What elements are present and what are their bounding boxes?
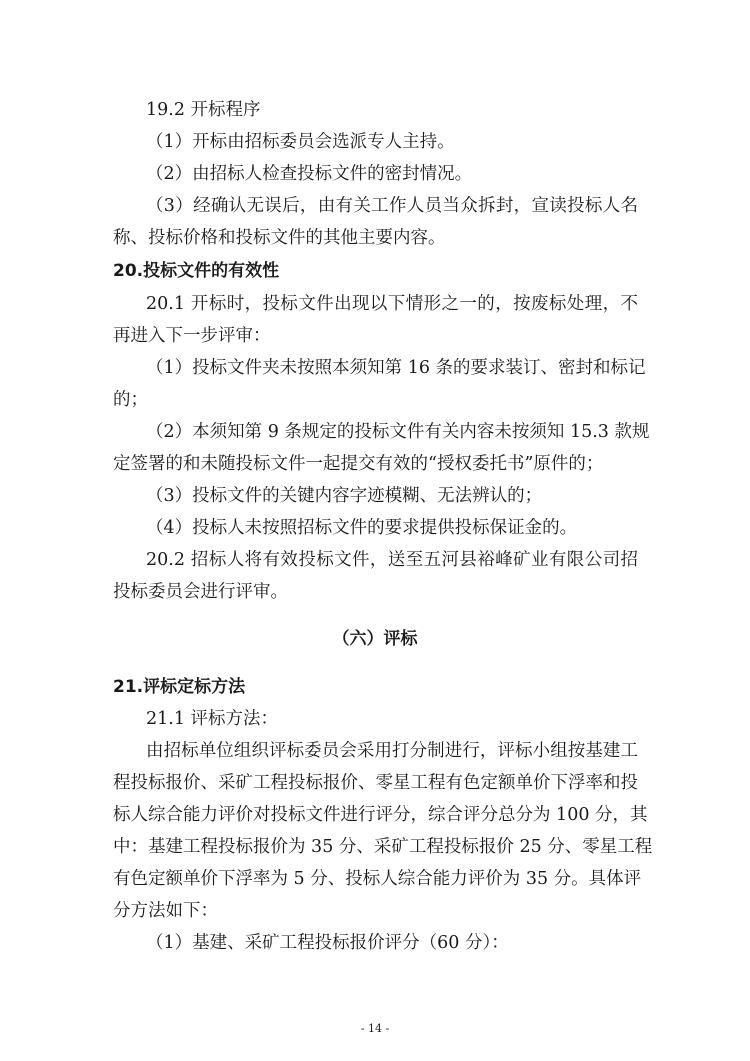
paragraph-line: （1）投标文件夹未按照本须知第 16 条的要求装订、密封和标记 — [146, 358, 646, 378]
paragraph-line: （1）基建、采矿工程投标报价评分（60 分）： — [146, 933, 509, 953]
paragraph-line: 再进入下一步评审： — [113, 326, 271, 346]
paragraph-line: 程投标报价、采矿工程投标报价、零星工程有色定额单价下浮率和投 — [113, 773, 638, 793]
page-number: - 14 - — [360, 1022, 390, 1035]
paragraph-line: 标人综合能力评价对投标文件进行评分，综合评分总分为 100 分，其 — [113, 805, 648, 825]
paragraph-line: （2）由招标人检查投标文件的密封情况。 — [146, 164, 473, 184]
paragraph-line: 20.1 开标时，投标文件出现以下情形之一的，按废标处理，不 — [146, 294, 638, 314]
paragraph-line: （3）投标文件的关键内容字迹模糊、无法辨认的； — [146, 486, 543, 506]
paragraph-line: 投标委员会进行评审。 — [113, 582, 288, 602]
paragraph-line: 有色定额单价下浮率为 5 分、投标人综合能力评价为 35 分。具体评 — [113, 869, 642, 889]
chapter-six-title: （六）评标 — [332, 629, 418, 649]
paragraph-line: （4）投标人未按照招标文件的要求提供投标保证金的。 — [146, 518, 578, 538]
paragraph-line: 分方法如下： — [113, 901, 218, 921]
paragraph-line: （1）开标由招标委员会选派专人主持。 — [146, 132, 455, 152]
paragraph-line: （2）本须知第 9 条规定的投标文件有关内容未按须知 15.3 款规 — [146, 422, 650, 442]
section-19-2-heading: 19.2 开标程序 — [146, 100, 261, 120]
section-21-heading: 21.评标定标方法 — [113, 677, 246, 697]
paragraph-line: 定签署的和未随投标文件一起提交有效的“授权委托书”原件的； — [113, 454, 604, 474]
paragraph-line: 中：基建工程投标报价为 35 分、采矿工程投标报价 25 分、零星工程 — [113, 837, 653, 857]
section-20-heading: 20.投标文件的有效性 — [113, 261, 280, 281]
paragraph-line: 20.2 招标人将有效投标文件，送至五河县裕峰矿业有限公司招 — [146, 550, 638, 570]
paragraph-line: 称、投标价格和投标文件的其他主要内容。 — [113, 228, 446, 248]
paragraph-line: 的； — [113, 390, 148, 410]
paragraph-line: （3）经确认无误后，由有关工作人员当众拆封，宣读投标人名 — [146, 196, 638, 216]
paragraph-line: 21.1 评标方法： — [146, 709, 279, 729]
paragraph-line: 由招标单位组织评标委员会采用打分制进行，评标小组按基建工 — [146, 741, 638, 761]
